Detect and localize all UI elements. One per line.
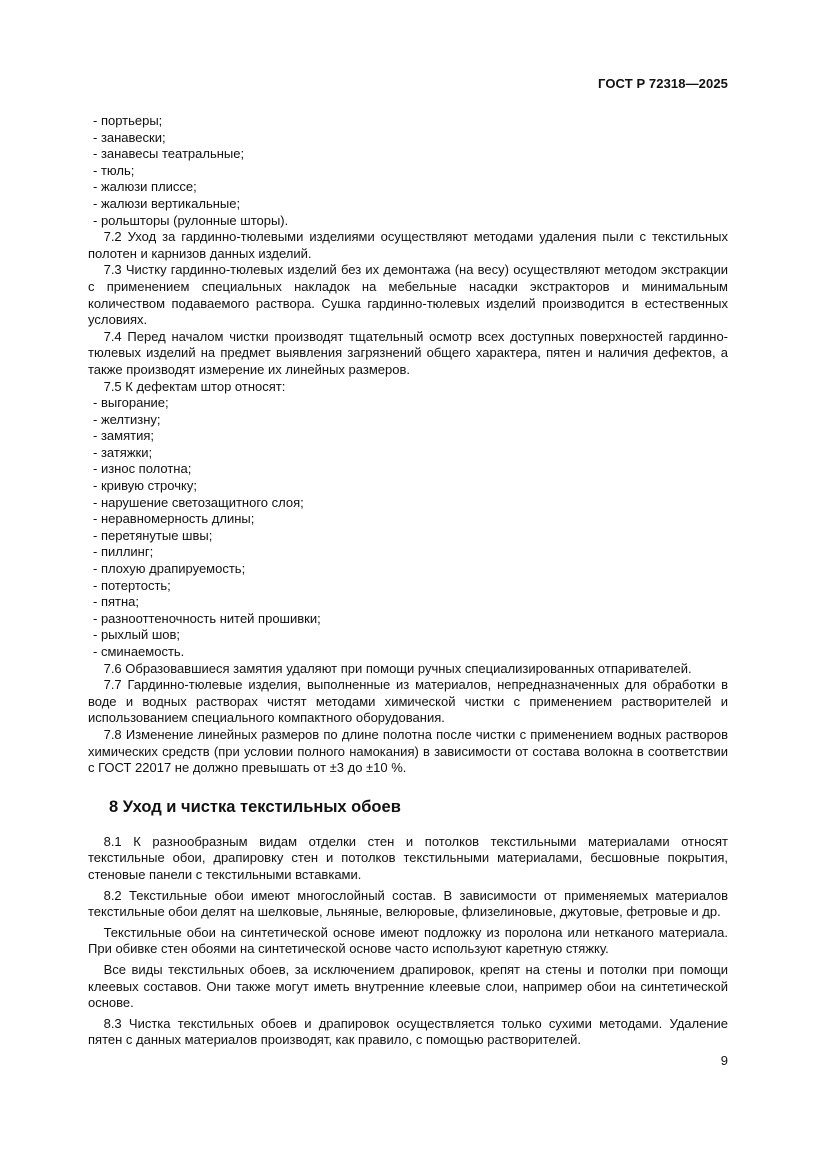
paragraph-8-2-synthetic: Текстильные обои на синтетической основе имеют подложку из поролона или нетканого материала. При обивке стен обоями на синтетической основе часто используют каретную стяжку.	[88, 924, 728, 957]
list-item: - рольшторы (рулонные шторы).	[93, 212, 289, 228]
list-item: - перетянутые швы;	[93, 527, 213, 543]
paragraph-8-1: 8.1 К разнообразным видам отделки стен и потолков текстильными материалами относят текстильные обои, драпировку стен и потолков текстильными материалами, бесшовные покрытия, стеновые панели с текстильными вставками.	[88, 833, 728, 882]
paragraph-7-6: 7.6 Образовавшиеся замятия удаляют при помощи ручных специализированных отпаривателей.	[103, 660, 692, 676]
list-item: - выгорание;	[93, 395, 169, 411]
list-item: - портьеры;	[93, 113, 163, 128]
page-content	[88, 113, 728, 1049]
list-item: - неравномерность длины;	[93, 511, 255, 527]
list-item: - жалюзи плиссе;	[93, 179, 197, 195]
paragraph-7-8: 7.8 Изменение линейных размеров по длине полотна после чистки с применением водных растворов химических средств (при условии полного намокания) в зависимости от состава волокна в соответствии с ГОСТ 22017 не должно превышать от ±3 до ±10 %.	[88, 726, 728, 776]
list-item: - жалюзи вертикальные;	[93, 195, 241, 211]
paragraph-8-3: 8.3 Чистка текстильных обоев и драпировок осуществляется только сухими методами. Удаление пятен с данных материалов производят, как правило, с помощью растворителей.	[88, 1015, 728, 1048]
list-item: - сминаемость.	[93, 644, 185, 659]
list-item: - замятия;	[93, 428, 154, 444]
list-item: - пиллинг;	[93, 544, 154, 560]
section-heading: 8 Уход и чистка текстильных обоев	[109, 797, 401, 816]
paragraph-7-2: 7.2 Уход за гардинно-тюлевыми изделиями осуществляют методами удаления пыли с текстильных полотен и карнизов данных изделий.	[88, 229, 728, 261]
page-number: 9	[720, 1053, 728, 1068]
list-item: - желтизну;	[93, 411, 161, 427]
list-item: - рыхлый шов;	[93, 627, 180, 643]
list-item: - износ полотна;	[93, 461, 192, 477]
paragraph-7-3: 7.3 Чистку гардинно-тюлевых изделий без их демонтажа (на весу) осуществляют методом экстракции с применением специальных накладок на мебельные насадки экстракторов и минимальным количеством подаваемого раствора. Сушка гардинно-тюлевых изделий производится в естественных условиях.	[88, 262, 728, 328]
list-item: - затяжки;	[93, 444, 153, 460]
list-item: - разнооттеночность нитей прошивки;	[93, 610, 321, 626]
list-item: - кривую строчку;	[93, 478, 197, 494]
paragraph-8-2: 8.2 Текстильные обои имеют многослойный состав. В зависимости от применяемых материалов текстильные обои делят на шелковые, льняные, велюровые, флизелиновые, джутовые, фетровые и др.	[88, 887, 728, 920]
paragraph-7-4: 7.4 Перед началом чистки производят тщательный осмотр всех доступных поверхностей гардинно-тюлевых изделий на предмет выявления загрязнений общего характера, пятен и наличия дефектов, а также производят измерение их линейных размеров.	[88, 328, 728, 377]
paragraph-8-2-adhesive: Все виды текстильных обоев, за исключением драпировок, крепят на стены и потолки при помощи клеевых составов. Они также могут иметь внутренние клеевые слои, например обои на синтетической основе.	[88, 961, 728, 1011]
list-item: - плохую драпируемость;	[93, 561, 246, 577]
paragraph-7-7: 7.7 Гардинно-тюлевые изделия, выполненные из материалов, непредназначенных для обработки в воде и водных растворах чистят методами химической чистки с применением растворителей и использованием специального компактного оборудования.	[88, 677, 728, 726]
paragraph-7-5: 7.5 К дефектам штор относят:	[103, 378, 286, 394]
list-item: - нарушение светозащитного слоя;	[93, 494, 304, 510]
list-item: - тюль;	[93, 162, 135, 178]
list-item: - потертость;	[93, 577, 171, 593]
document-code: ГОСТ Р 72318—2025	[598, 76, 728, 91]
list-item: - занавески;	[93, 129, 166, 145]
list-item: - занавесы театральные;	[93, 146, 245, 162]
list-item: - пятна;	[93, 594, 139, 610]
